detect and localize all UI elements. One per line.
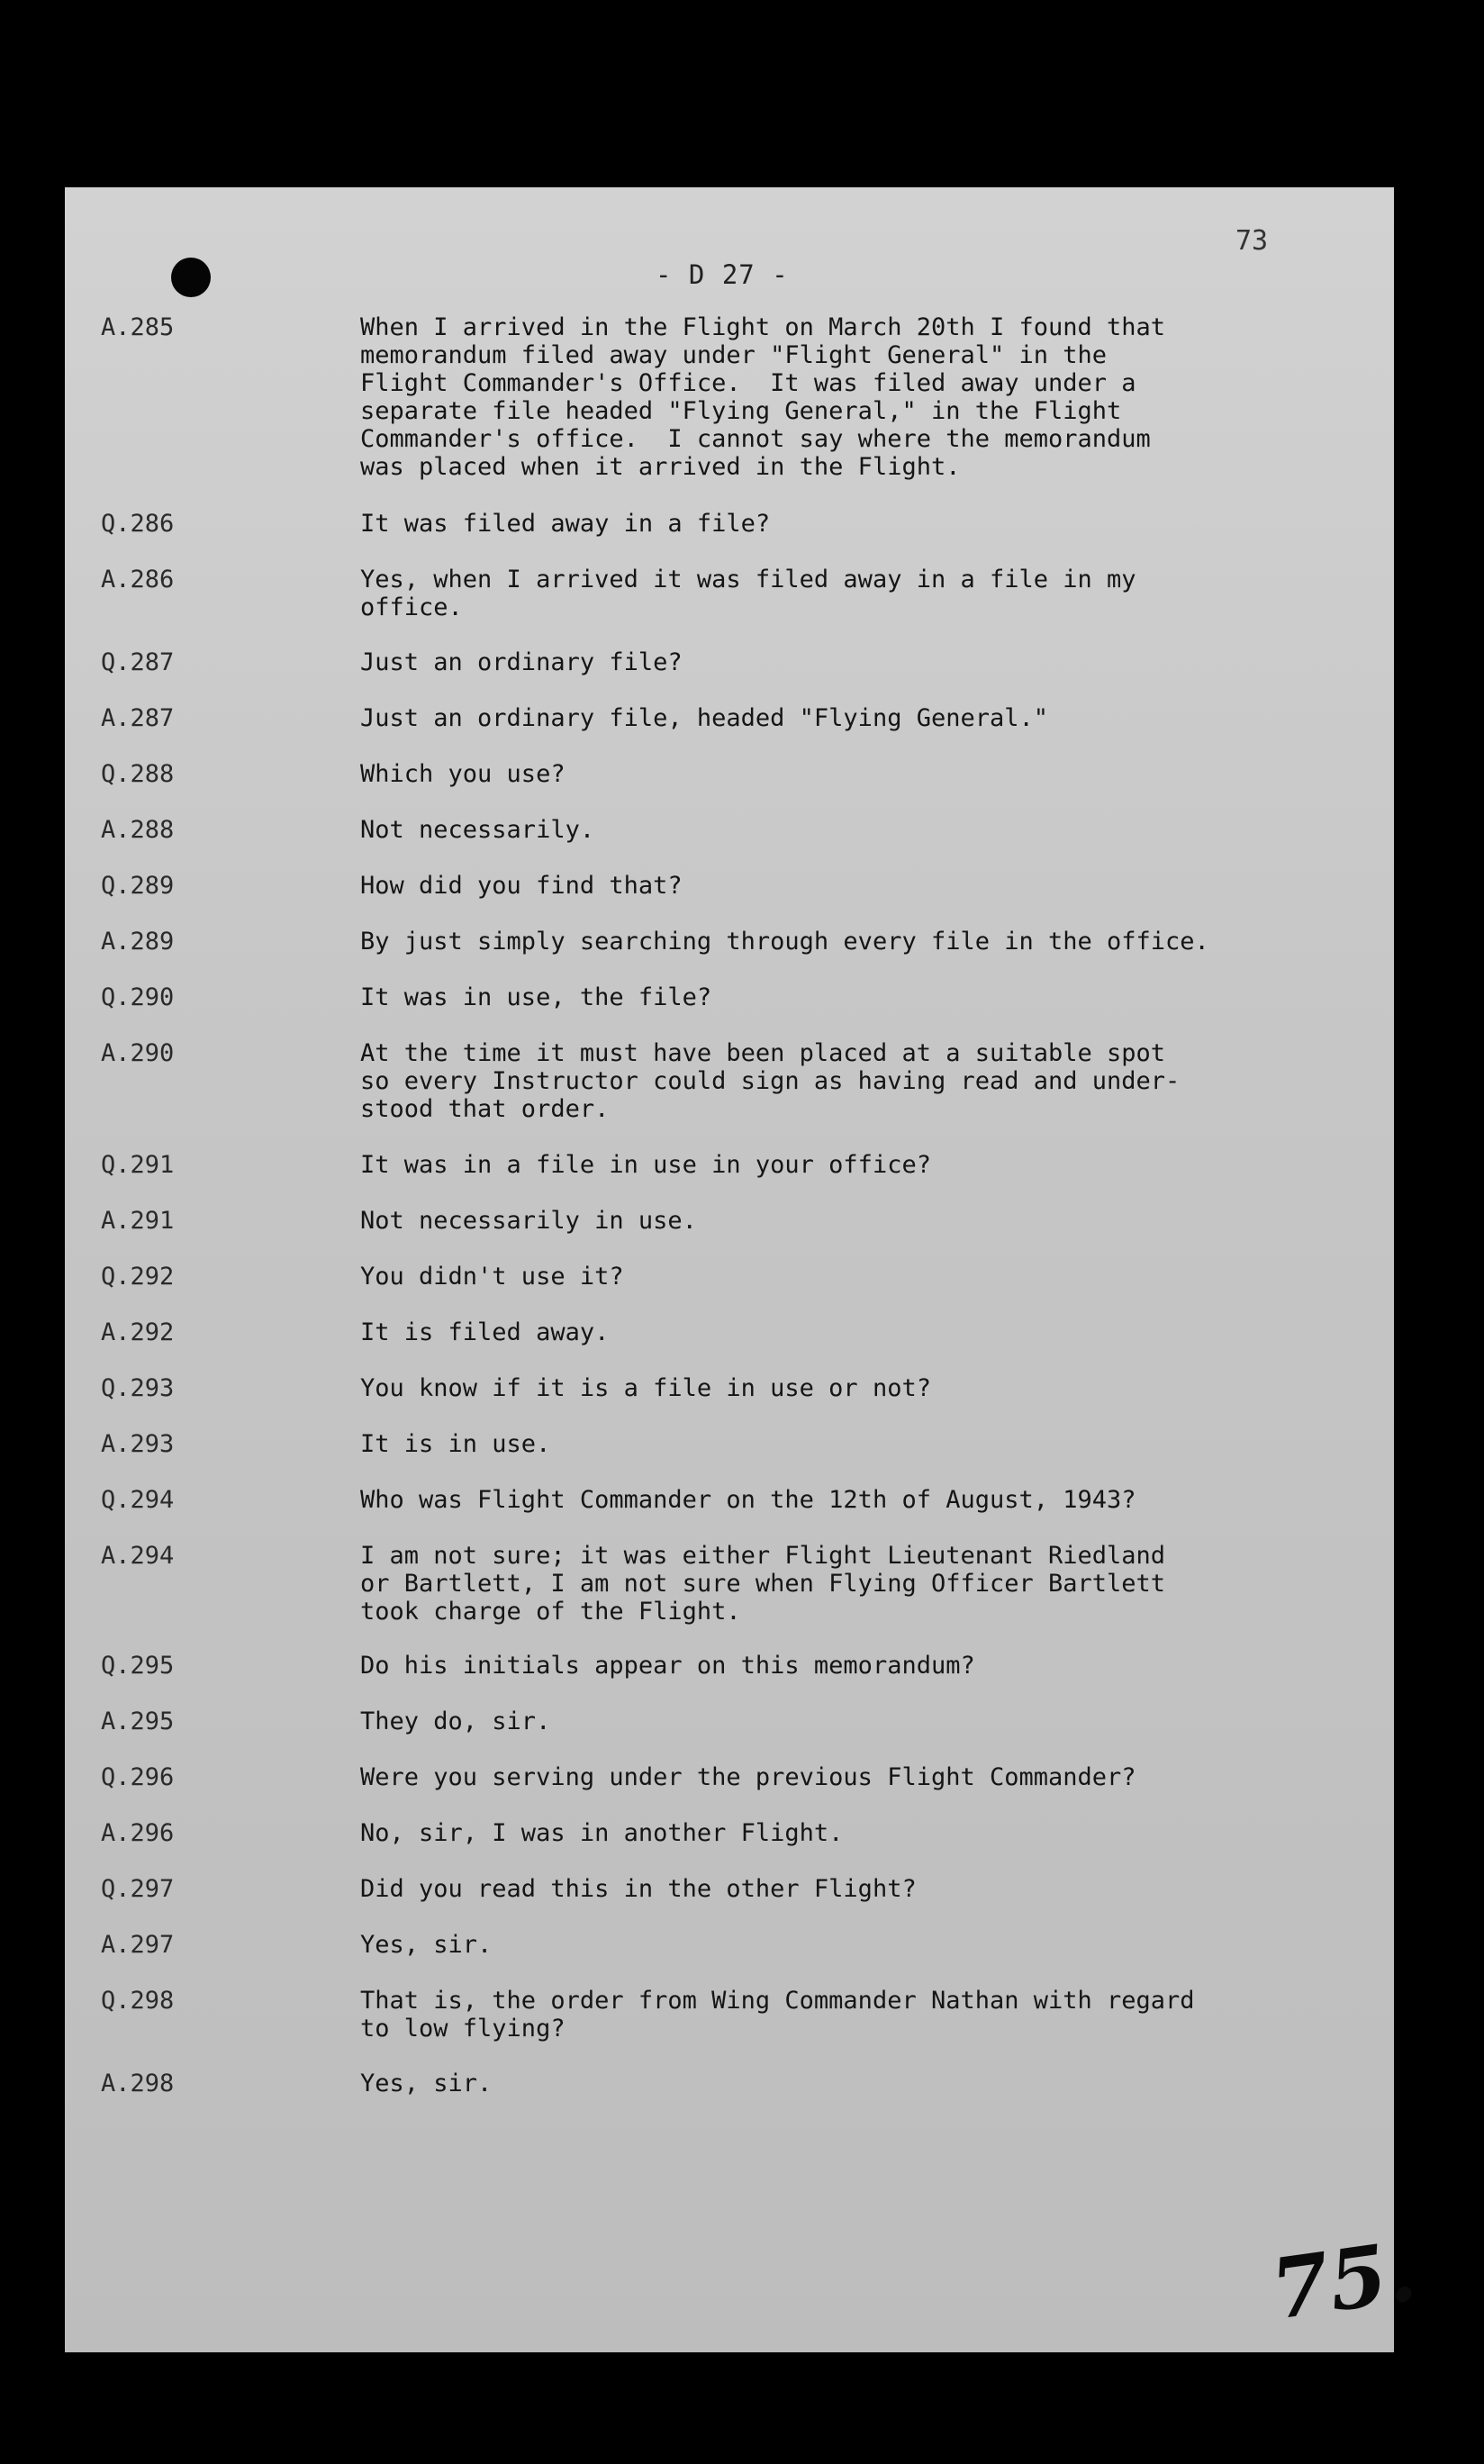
entry-text: Yes, sir.	[360, 2070, 493, 2097]
entry-label: A.296	[101, 1819, 175, 1847]
entry-label: A.286	[101, 566, 175, 593]
entry-text: By just simply searching through every file in the office.	[360, 928, 1209, 956]
entry-text: They do, sir.	[360, 1708, 551, 1735]
entry-text: You know if it is a file in use or not?	[360, 1374, 931, 1402]
entry-text: It was in a file in use in your office?	[360, 1151, 931, 1179]
entry-label: Q.288	[101, 760, 175, 788]
entry-text: Did you read this in the other Flight?	[360, 1875, 917, 1903]
entry-label: A.293	[101, 1430, 175, 1458]
entry-label: Q.298	[101, 1987, 175, 2015]
entry-label: Q.293	[101, 1374, 175, 1402]
entry-label: A.290	[101, 1039, 175, 1067]
entry-label: Q.294	[101, 1486, 175, 1514]
entry-text: I am not sure; it was either Flight Lieutenant Riedland or Bartlett, I am not sure when Flying Officer Bartlett took charge of the Flight.	[360, 1542, 1166, 1626]
entry-text: Not necessarily in use.	[360, 1207, 697, 1235]
document-header: - D 27 -	[656, 259, 789, 290]
entry-text: Who was Flight Commander on the 12th of August, 1943?	[360, 1486, 1136, 1514]
entry-text: Not necessarily.	[360, 816, 595, 844]
entry-label: A.297	[101, 1931, 175, 1959]
entry-label: Q.287	[101, 648, 175, 676]
entry-text: When I arrived in the Flight on March 20th I found that memorandum filed away under "Flight General" in the Flight Commander's Office. It was filed away under a separate file headed "Flying General," in the Flight Commander's office. I cannot say where the memorandum was placed when it arrived in the Flight.	[360, 313, 1166, 481]
entry-label: A.287	[101, 704, 175, 732]
entry-label: Q.292	[101, 1263, 175, 1291]
entry-text: Do his initials appear on this memorandum?	[360, 1652, 975, 1680]
entry-label: A.294	[101, 1542, 175, 1570]
entry-text: It is filed away.	[360, 1318, 610, 1346]
entry-label: A.291	[101, 1207, 175, 1235]
entry-text: Yes, when I arrived it was filed away in a file in my office.	[360, 566, 1136, 621]
entry-text: Just an ordinary file, headed "Flying General."	[360, 704, 1049, 732]
entry-label: A.289	[101, 928, 175, 956]
entry-label: A.298	[101, 2070, 175, 2097]
entry-label: Q.286	[101, 510, 175, 538]
entry-text: That is, the order from Wing Commander Nathan with regard to low flying?	[360, 1987, 1195, 2043]
entry-label: A.295	[101, 1708, 175, 1735]
entry-text: It was in use, the file?	[360, 983, 712, 1011]
entry-label: A.292	[101, 1318, 175, 1346]
entry-text: You didn't use it?	[360, 1263, 624, 1291]
entry-text: It is in use.	[360, 1430, 551, 1458]
entry-text: Just an ordinary file?	[360, 648, 683, 676]
entry-label: Q.296	[101, 1763, 175, 1791]
entry-text: No, sir, I was in another Flight.	[360, 1819, 844, 1847]
page-number: 73	[1235, 225, 1269, 257]
punch-hole	[171, 258, 211, 297]
entry-text: Yes, sir.	[360, 1931, 493, 1959]
entry-text: At the time it must have been placed at a suitable spot so every Instructor could sign as having read and under- stood that order.	[360, 1039, 1181, 1123]
entry-label: Q.289	[101, 872, 175, 900]
entry-text: How did you find that?	[360, 872, 683, 900]
handwritten-page-number: 75.	[1265, 2222, 1422, 2339]
entry-label: Q.291	[101, 1151, 175, 1179]
entry-label: A.285	[101, 313, 175, 341]
entry-text: Which you use?	[360, 760, 566, 788]
entry-label: Q.297	[101, 1875, 175, 1903]
document-page	[65, 187, 1422, 2352]
entry-label: Q.290	[101, 983, 175, 1011]
entry-text: Were you serving under the previous Flight Commander?	[360, 1763, 1136, 1791]
entry-text: It was filed away in a file?	[360, 510, 771, 538]
entry-label: A.288	[101, 816, 175, 844]
entry-label: Q.295	[101, 1652, 175, 1680]
